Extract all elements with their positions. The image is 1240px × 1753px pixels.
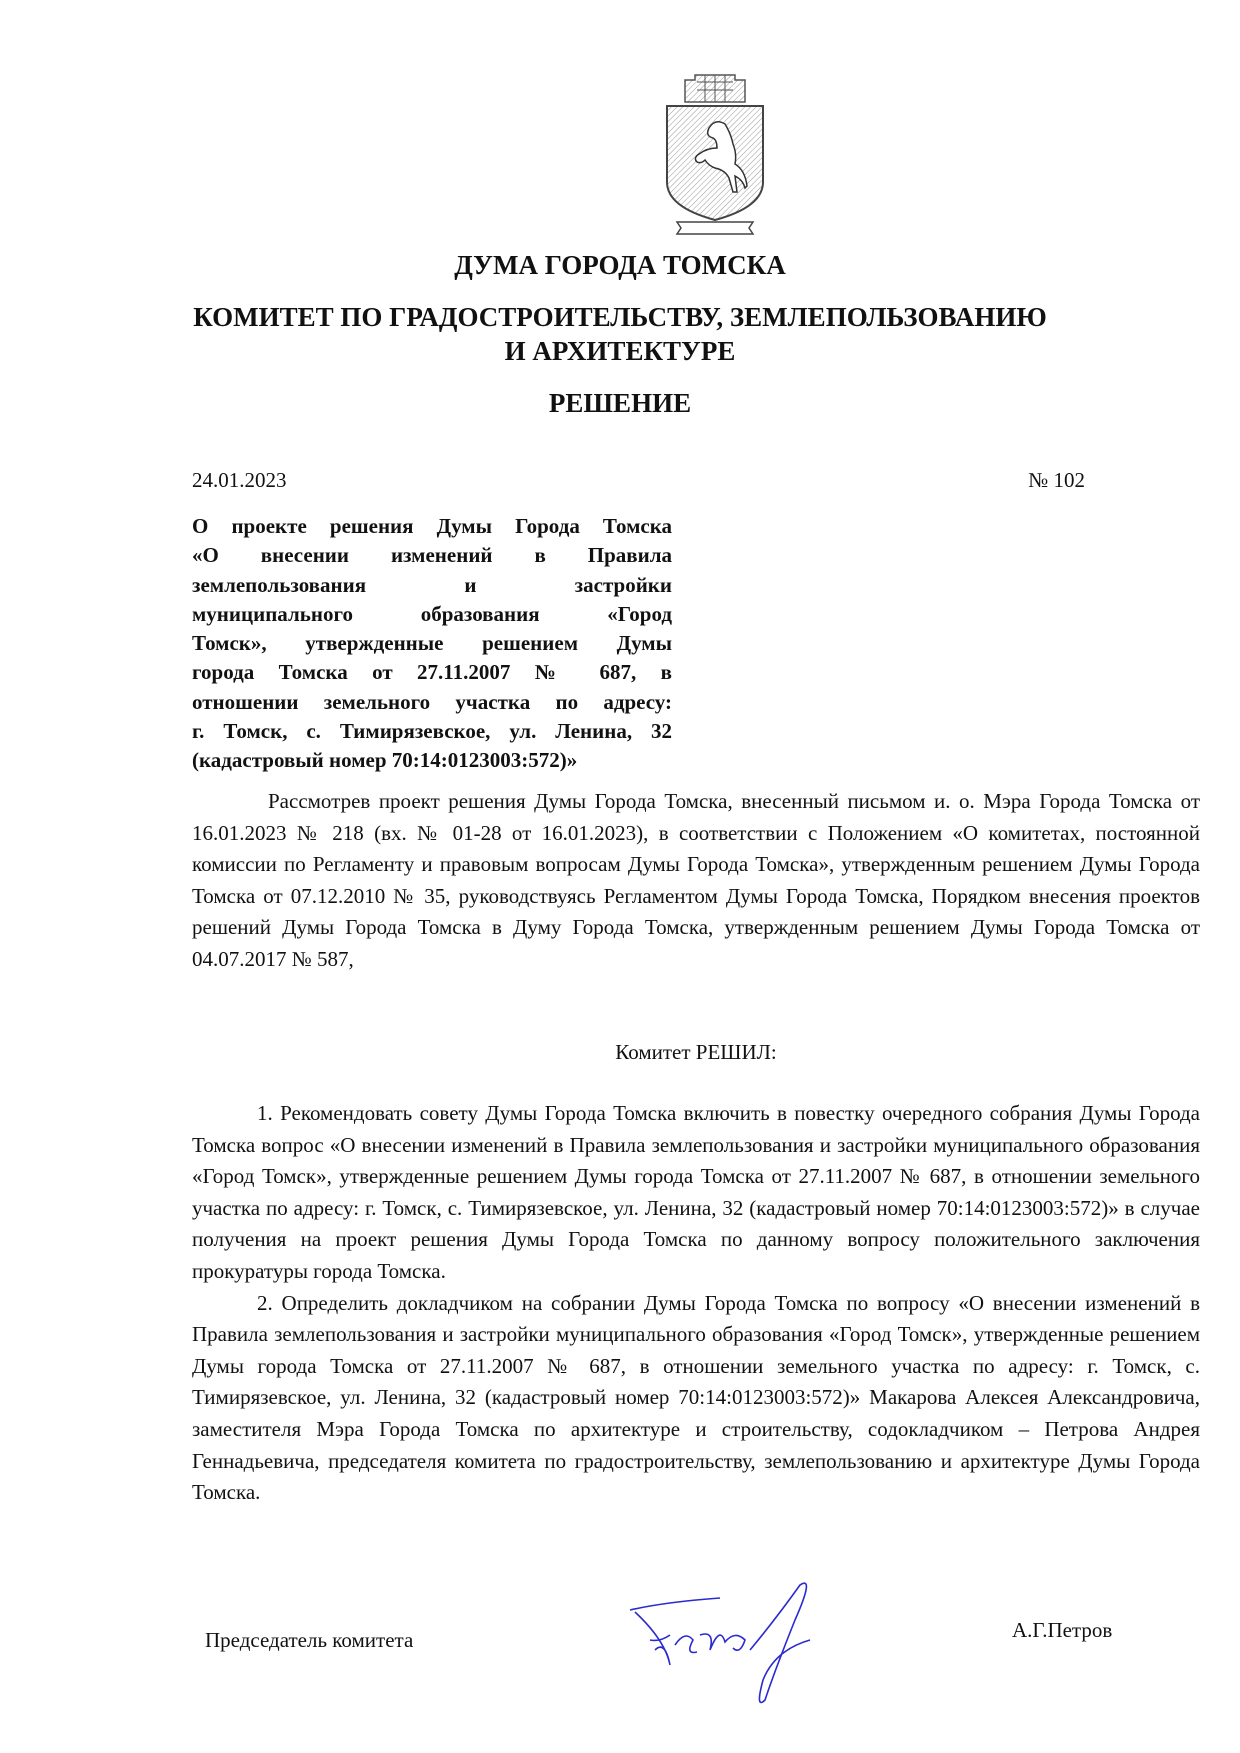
subject-heading — [192, 512, 672, 776]
subject-line: города Томска от 27.11.2007 № 687, в — [192, 660, 672, 685]
subject-line: г. Томск, с. Тимирязевское, ул. Ленина, 32 — [192, 719, 672, 744]
document-type: РЕШЕНИЕ — [548, 388, 692, 418]
document-number: № 102 — [1028, 468, 1085, 492]
resolution-item-1: 1. Рекомендовать совету Думы Города Томска включить в повестку очередного собрания Думы Города Томска вопрос «О внесении изменений в Правила землепользования и застройки муниципального образования «Город Томск», утвержденные решением Думы города Томска от 27.11.2007 № 687, в отношении земельного участка по адресу: г. Томск, с. Тимирязевское, ул. Ленина, 32 (кадастровый номер 70:14:0123003:572)» в случае получения на проект решения Думы Города Томска по данному вопросу положительного заключения прокуратуры города Томска. — [192, 1101, 1200, 1283]
organization-title: ДУМА ГОРОДА ТОМСКА — [454, 250, 786, 280]
committee-title-line1: КОМИТЕТ ПО ГРАДОСТРОИТЕЛЬСТВУ, ЗЕМЛЕПОЛЬЗОВАНИЮ — [193, 302, 1047, 332]
subject-line: (кадастровый номер 70:14:0123003:572)» — [192, 748, 578, 773]
subject-line: О проекте решения Думы Города Томска — [192, 514, 672, 538]
subject-line: отношении земельного участка по адресу: — [192, 689, 672, 714]
handwritten-signature — [625, 1580, 835, 1710]
subject-line: землепользования и застройки — [192, 572, 672, 597]
preamble-paragraph: Рассмотрев проект решения Думы Города Томска, внесенный письмом и. о. Мэра Города Томска от 16.01.2023 № 218 (вх. № 01-28 от 16.01.2023), в соответствии с Положением «О комитетах, постоянной комиссии по Регламенту и правовым вопросам Думы Города Томска», утвержденным решением Думы Города Томска от 07.12.2010 № 35, руководствуясь Регламентом Думы Города Томска, Порядком внесения проектов решений Думы Города Томска в Думу Города Томска, утвержденным решением Думы Города Томска от 04.07.2017 № 587, — [192, 789, 1200, 971]
coat-of-arms-emblem — [655, 72, 775, 244]
document-date: 24.01.2023 — [192, 468, 287, 492]
subject-line: муниципального образования «Город — [192, 601, 672, 626]
resolution-item-2: 2. Определить докладчиком на собрании Думы Города Томска по вопросу «О внесении изменений в Правила землепользования и застройки муниципального образования «Город Томск», утвержденные решением Думы города Томска от 27.11.2007 № 687, в отношении земельного участка по адресу: г. Томск, с. Тимирязевское, ул. Ленина, 32 (кадастровый номер 70:14:0123003:572)» Макарова Алексея Александровича, заместителя Мэра Города Томска по архитектуре и строительству, содокладчиком – Петрова Андрея Геннадьевича, председателя комитета по градостроительству, землепользованию и архитектуре Думы Города Томска. — [192, 1290, 1200, 1505]
subject-line: «О внесении изменений в Правила — [192, 543, 672, 568]
signatory-name: А.Г.Петров — [1012, 1618, 1113, 1642]
resolution-items — [192, 1098, 1200, 1509]
resolved-heading: Комитет РЕШИЛ: — [615, 1040, 777, 1064]
signatory-position: Председатель комитета — [205, 1628, 414, 1652]
committee-title-line2: И АРХИТЕКТУРЕ — [504, 336, 736, 366]
subject-line: Томск», утвержденные решением Думы — [192, 631, 672, 656]
